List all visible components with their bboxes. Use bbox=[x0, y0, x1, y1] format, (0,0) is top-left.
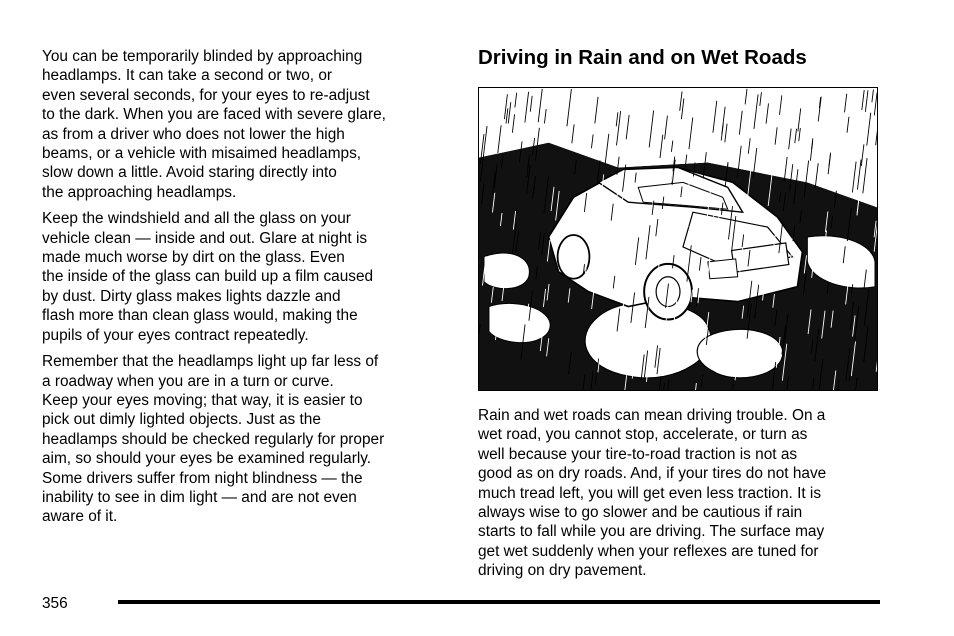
text-line: good as on dry roads. And, if your tires do not have bbox=[478, 465, 827, 483]
text-line: the inside of the glass can build up a film caused bbox=[42, 268, 374, 286]
text-line: pupils of your eyes contract repeatedly. bbox=[42, 326, 309, 344]
right-column-heading bbox=[478, 44, 880, 72]
text-line: aware of it. bbox=[42, 508, 118, 526]
text-line: the approaching headlamps. bbox=[42, 183, 237, 201]
text-line: starts to fall while you are driving. The surface may bbox=[478, 523, 825, 541]
text-line: Some drivers suffer from night blindness — the bbox=[42, 469, 363, 487]
text-line: even several seconds, for your eyes to re-adjust bbox=[42, 86, 370, 104]
front-wheel bbox=[644, 264, 692, 320]
text-line: Remember that the headlamps light up far less of bbox=[42, 353, 379, 371]
text-line: Keep the windshield and all the glass on your bbox=[42, 210, 351, 228]
rain-driving-illustration bbox=[478, 87, 878, 391]
rain-car-drawing bbox=[479, 88, 877, 390]
headlamp bbox=[708, 259, 738, 279]
text-line: inability to see in dim light — and are not even bbox=[42, 488, 357, 506]
paragraph-headlamps bbox=[42, 352, 454, 527]
text-line: always wise to go slower and be cautious if rain bbox=[478, 504, 803, 522]
paragraph-glare bbox=[42, 47, 454, 202]
text-line: slow down a little. Avoid staring directly into bbox=[42, 164, 337, 182]
text-line: You can be temporarily blinded by approaching bbox=[42, 48, 363, 65]
paragraph-windshield bbox=[42, 209, 454, 345]
text-line: to the dark. When you are faced with severe glare, bbox=[42, 106, 386, 124]
text-line: pick out dimly lighted objects. Just as the bbox=[42, 411, 321, 429]
text-line: beams, or a vehicle with misaimed headlamps, bbox=[42, 145, 362, 163]
left-column bbox=[42, 47, 454, 534]
text-line: flash more than clean glass would, making the bbox=[42, 307, 358, 325]
text-line: get wet suddenly when your reflexes are tuned for bbox=[478, 542, 819, 560]
rain-paragraph bbox=[478, 406, 880, 581]
text-line: by dust. Dirty glass makes lights dazzle and bbox=[42, 287, 341, 305]
text-line: a roadway when you are in a turn or curve. bbox=[42, 372, 334, 390]
text-line: Rain and wet roads can mean driving trouble. On a bbox=[478, 407, 826, 424]
rear-wheel bbox=[558, 235, 590, 279]
text-line: wet road, you cannot stop, accelerate, or turn as bbox=[478, 426, 808, 444]
text-line: aim, so should your eyes be examined regularly. bbox=[42, 450, 372, 468]
text-line: well because your tire-to-road traction is not as bbox=[478, 445, 798, 463]
puddle bbox=[484, 253, 529, 289]
text-line: headlamps should be checked regularly for proper bbox=[42, 430, 385, 448]
page-number: 356 bbox=[42, 595, 68, 612]
section-heading: Driving in Rain and on Wet Roads bbox=[478, 46, 807, 69]
text-line: vehicle clean — inside and out. Glare at night is bbox=[42, 229, 368, 247]
text-line: driving on dry pavement. bbox=[478, 562, 647, 580]
text-line: much tread left, you will get even less traction. It is bbox=[478, 484, 822, 502]
text-line: Keep your eyes moving; that way, it is easier to bbox=[42, 391, 363, 409]
footer-rule bbox=[118, 600, 880, 604]
text-line: as from a driver who does not lower the high bbox=[42, 125, 345, 143]
text-line: headlamps. It can take a second or two, or bbox=[42, 67, 333, 85]
text-line: made much worse by dirt on the glass. Even bbox=[42, 249, 345, 267]
